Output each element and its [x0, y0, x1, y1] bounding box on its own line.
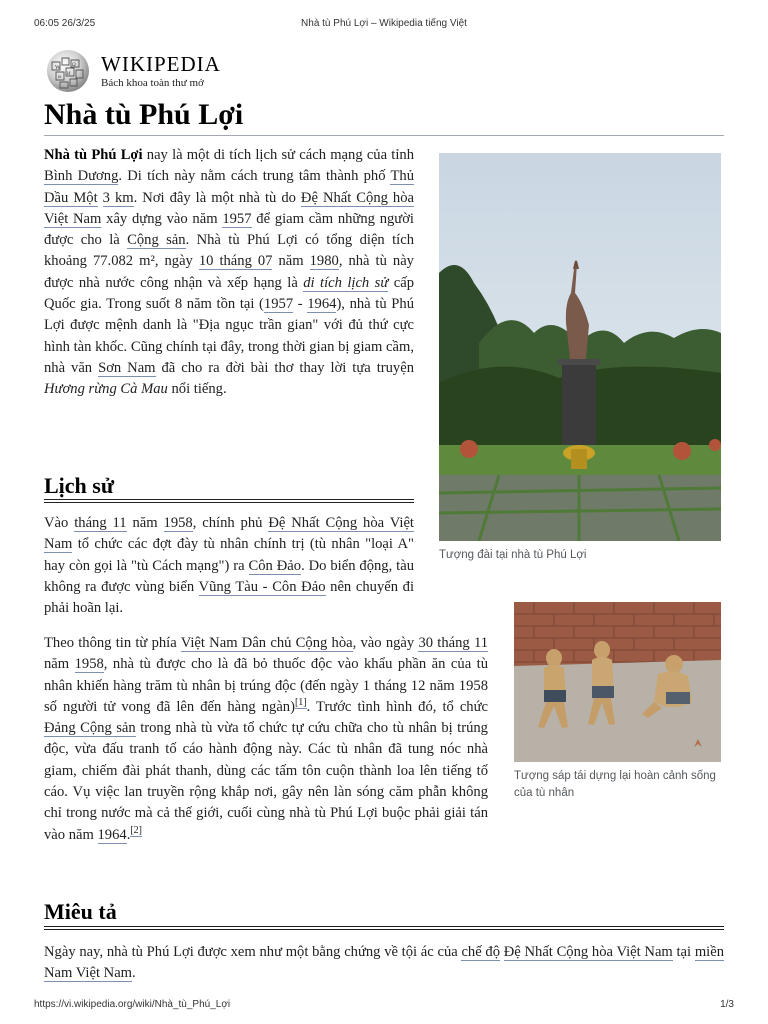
description-text: .: [132, 965, 136, 982]
link-son-nam[interactable]: Sơn Nam: [98, 359, 156, 376]
history-text: .: [126, 826, 131, 843]
link-1964-b[interactable]: 1964: [97, 826, 127, 843]
svg-text:И: И: [67, 72, 71, 77]
link-dang-cong-san[interactable]: Đảng Cộng sản: [44, 720, 136, 737]
section-heading-lich-su: Lịch sử: [44, 473, 115, 498]
history-text: , nhà tù được cho là đã bỏ thuốc độc vào khẩu phần ăn của tù nhân khiến hàng trăm tù nhân bị trúng độc (đến ngày 1 tháng 12 năm 1958 số người tử vong đã lên đến hàng ngàn): [44, 656, 488, 715]
link-vung-tau-con-dao[interactable]: Vũng Tàu - Côn Đảo: [198, 578, 326, 595]
figure-wax-statues: [514, 602, 721, 802]
print-timestamp: 06:05 26/3/25: [34, 18, 96, 29]
section-divider: [44, 499, 414, 503]
link-de-nhat-cong-hoa-b[interactable]: Đệ Nhất Cộng hòa Việt Nam: [44, 515, 414, 553]
history-text: , vào ngày: [352, 635, 419, 651]
reference-2[interactable]: [2]: [130, 824, 143, 836]
link-vn-dan-chu-cong-hoa[interactable]: Việt Nam Dân chủ Cộng hòa: [180, 635, 353, 651]
history-paragraph-2: [44, 633, 488, 846]
history-paragraph-1: [44, 513, 414, 619]
link-thu-dau-mot[interactable]: Thủ Dầu Một: [44, 168, 414, 206]
wikipedia-logo[interactable]: [44, 46, 244, 96]
lead-text: xây dựng vào năm: [101, 210, 223, 227]
link-1958-b[interactable]: 1958: [74, 656, 104, 673]
lead-text: ), nhà tù Phú Lợi được mệnh danh là "Địa ngục trần gian" với đủ thứ cực hình tàn khốc. Cũng chính tại đây, trong thời gian bị giam cầm, nhà văn: [44, 296, 414, 376]
description-text: Ngày nay, nhà tù Phú Lợi được xem như một bằng chứng về tội ác của: [44, 944, 462, 960]
lead-text: . Di tích này nằm cách trung tâm thành phố: [118, 168, 391, 185]
link-che-do[interactable]: chế độ: [461, 944, 501, 960]
lead-text: . Nhà tù Phú Lợi có tổng diện tích khoảng 77.082 m², ngày: [44, 232, 414, 270]
description-paragraph-1: [44, 942, 724, 985]
lead-text: cấp Quốc gia. Trong suốt 8 năm tồn tại (: [44, 274, 414, 313]
history-text: nên chuyến đi phải hoãn lại.: [44, 578, 415, 617]
print-page-number: 1/3: [720, 999, 734, 1010]
history-text: . Trước tình hình đó, tổ chức: [306, 698, 488, 715]
link-1964[interactable]: 1964: [307, 296, 337, 313]
section-heading-mieu-ta: Miêu tả: [44, 899, 117, 924]
history-text: . Do biển động, tàu không ra được vùng biển: [44, 557, 414, 595]
link-di-tich-lich-su[interactable]: di tích lịch sử: [303, 274, 389, 291]
lead-text: nổi tiếng.: [167, 381, 227, 398]
history-text: trong nhà tù vừa tổ chức tự cứu chữa cho tù nhân bị trúng độc, vừa đấu tranh tố cáo hành động này. Các tù nhân đã tung nóc nhà giam, chiếm đài phát thanh, dùng các tấm tôn cuộn thành loa lên tiếng tố cáo. Vụ việc lan truyền rộng khắp nơi, gây nên làn sóng căm phẫn không chỉ trong nước mà cả thế giới, cuối cùng nhà tù Phú Lợi buộc phải giải tán vào năm: [44, 720, 488, 843]
page-title: Nhà tù Phú Lợi: [44, 96, 724, 136]
wikipedia-globe-icon: [44, 48, 92, 94]
svg-text:ω: ω: [58, 75, 62, 80]
lead-text: . Nơi đây là một nhà tù do: [133, 189, 301, 206]
history-text: Theo thông tin từ phía: [44, 635, 181, 651]
link-con-dao[interactable]: Côn Đảo: [248, 557, 302, 574]
link-1958[interactable]: 1958: [163, 515, 193, 531]
reference-1[interactable]: [1]: [294, 697, 307, 709]
print-url: https://vi.wikipedia.org/wiki/Nhà_tù_Phú_Lợi: [34, 999, 231, 1010]
link-binh-duong[interactable]: Bình Dương: [44, 168, 119, 185]
link-thang-11[interactable]: tháng 11: [74, 515, 127, 531]
print-page-title: Nhà tù Phú Lợi – Wikipedia tiếng Việt: [301, 18, 467, 29]
wax-statues-caption: Tượng sáp tái dựng lại hoàn cảnh sống của tù nhân: [514, 770, 716, 799]
lead-paragraph: [44, 145, 414, 401]
lead-italic-title: Hương rừng Cà Mau: [44, 381, 168, 398]
description-text: tại: [672, 944, 695, 960]
link-de-nhat-cong-hoa[interactable]: Đệ Nhất Cộng hòa Việt Nam: [44, 189, 415, 227]
lead-text: -: [293, 296, 308, 313]
history-text: tổ chức các đợt đày tù nhân chính trị (tù nhân "loại A" hay còn gọi là "tù Cách mạng") ra: [44, 536, 414, 574]
history-text: năm: [44, 656, 75, 673]
history-text: Vào: [44, 515, 75, 531]
lead-text: nay là một di tích lịch sử cách mạng của tỉnh: [142, 147, 414, 163]
link-1980[interactable]: 1980: [309, 253, 339, 270]
monument-photo[interactable]: [439, 153, 721, 541]
section-divider: [44, 926, 724, 930]
svg-text:Ω: Ω: [72, 63, 76, 68]
lead-text: năm: [272, 253, 310, 270]
history-text: năm: [126, 515, 164, 531]
link-1957-b[interactable]: 1957: [263, 296, 294, 313]
history-text: , chính phủ: [192, 515, 269, 531]
lead-text: [98, 190, 103, 206]
lead-bold-title: Nhà tù Phú Lợi: [44, 147, 143, 163]
monument-caption: Tượng đài tại nhà tù Phú Lợi: [439, 549, 587, 561]
svg-text:W: W: [55, 65, 61, 71]
link-mien-nam-viet-nam[interactable]: miền Nam Việt Nam: [44, 944, 724, 982]
link-1957[interactable]: 1957: [222, 210, 252, 227]
lead-text: để giam cầm những người được cho là: [44, 210, 414, 249]
lead-text: đã cho ra đời bài thơ thay lời tựa truyện: [155, 359, 414, 376]
link-10-thang-07[interactable]: 10 tháng 07: [198, 253, 273, 270]
wikipedia-wordmark: WIKIPEDIA: [101, 52, 221, 76]
lead-text: , nhà tù này được nhà nước công nhận và xếp hạng là: [44, 253, 414, 291]
link-30-thang-11[interactable]: 30 tháng 11: [418, 635, 488, 651]
wax-statues-photo[interactable]: [514, 602, 721, 762]
figure-monument: [439, 153, 721, 564]
link-3km[interactable]: 3 km: [102, 189, 134, 206]
link-cong-san[interactable]: Cộng sản: [127, 232, 186, 249]
link-de-nhat-cong-hoa-c[interactable]: Đệ Nhất Cộng hòa Việt Nam: [503, 944, 673, 960]
wikipedia-tagline: Bách khoa toàn thư mở: [101, 77, 204, 89]
